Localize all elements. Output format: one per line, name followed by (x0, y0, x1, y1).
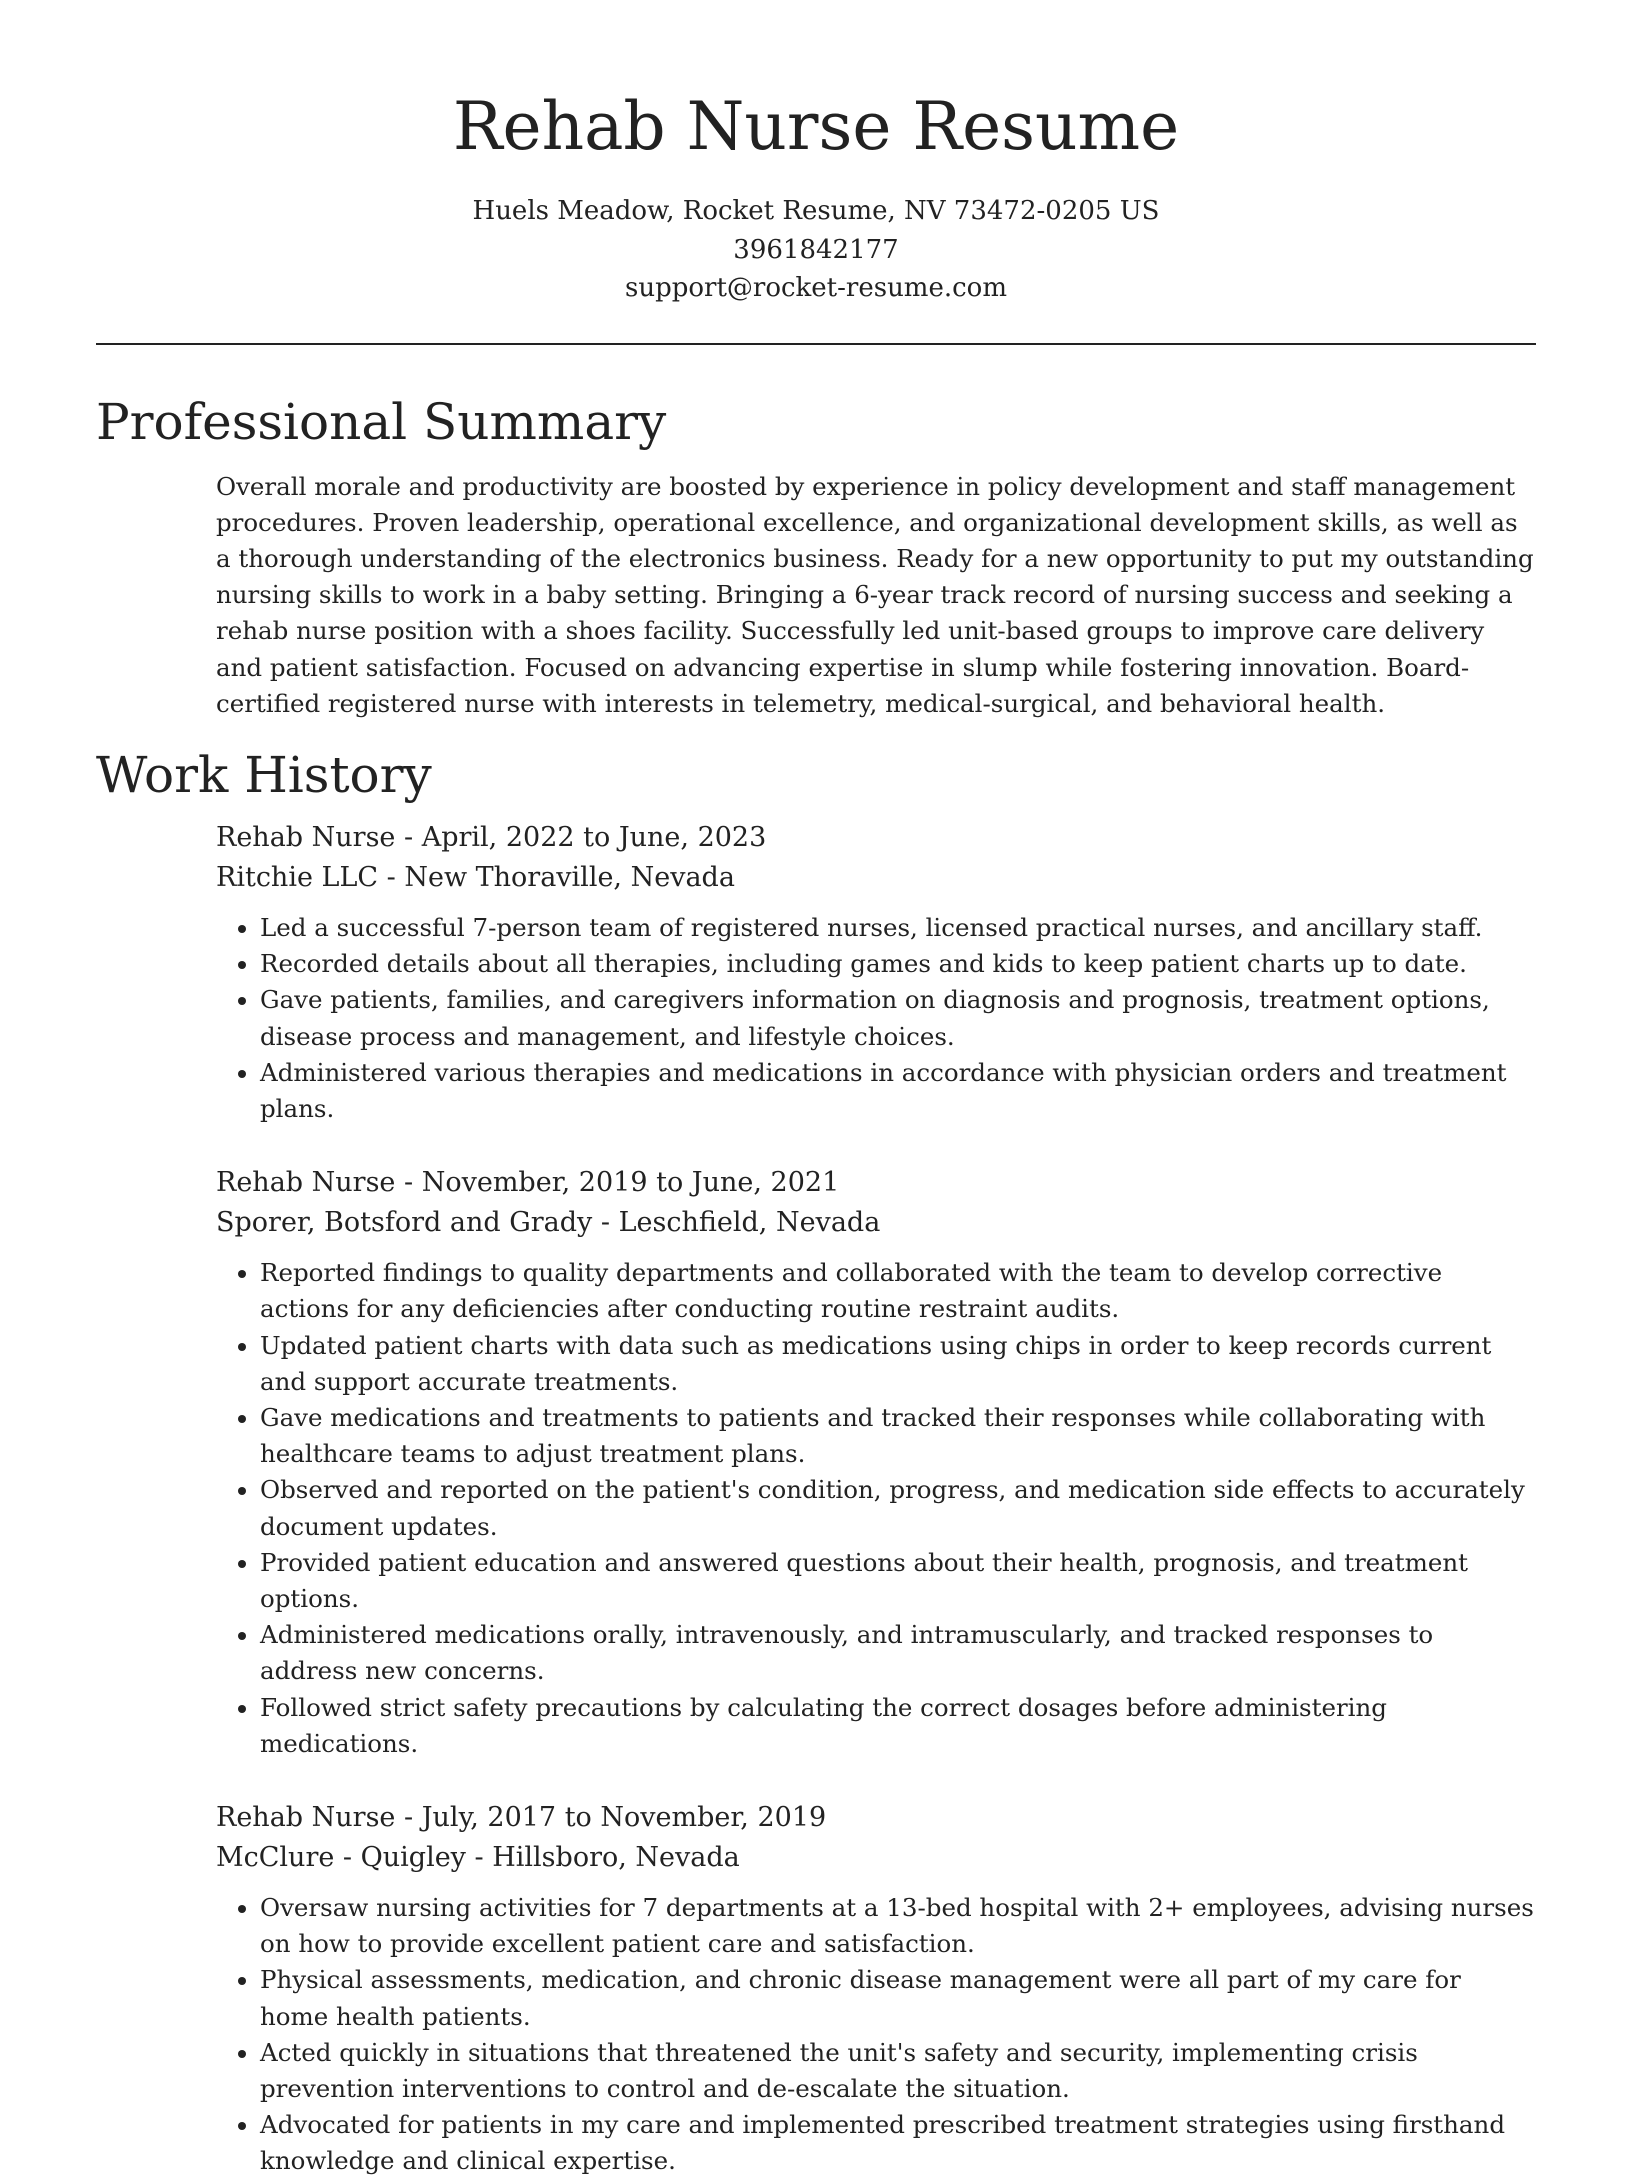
job-title: Rehab Nurse (216, 1167, 396, 1199)
job-bullet: • Acted quickly in situations that threatened the unit's safety and security, implementing crisis prevention interventions to control and de-escalate the situation. (260, 2035, 1536, 2107)
job-entry (216, 1798, 1536, 2180)
job-title-line: Rehab Nurse - April, 2022 to June, 2023 (216, 821, 767, 853)
job-bullet: • Provided patient education and answered questions about their health, prognosis, and treatment options. (260, 1545, 1536, 1617)
resume-page (96, 0, 1536, 2180)
job-location: New Thoraville, Nevada (404, 861, 735, 893)
job-location: Leschfield, Nevada (618, 1207, 881, 1239)
job-bullet: • Advocated for patients in my care and implemented prescribed treatment strategies using firsthand knowledge and clinical expertise. (260, 2107, 1536, 2179)
job-bullets (216, 1890, 1536, 2180)
work-history-heading: Work History (96, 745, 432, 804)
summary-heading: Professional Summary (96, 392, 667, 451)
job-bullet: • Administered medications orally, intravenously, and intramuscularly, and tracked responses to address new concerns. (260, 1617, 1536, 1689)
job-bullet: • Gave patients, families, and caregivers information on diagnosis and prognosis, treatment options, disease process and management, and lifestyle choices. (260, 982, 1536, 1054)
job-bullets (216, 1255, 1536, 1762)
job-title-line: Rehab Nurse - November, 2019 to June, 2021 (216, 1167, 840, 1199)
summary-text: Overall morale and productivity are boosted by experience in policy development and staff management procedures. Proven leadership, operational excellence, and organizational development skills, as well as a thorough understanding of the electronics business. Ready for a new opportunity to put my outstanding nursing skills to work in a baby setting. Bringing a 6-year track record of nursing success and seeking a rehab nurse position with a shoes facility. Successfully led unit-based groups to improve care delivery and patient satisfaction. Focused on advancing expertise in slump while fostering innovation. Board-certified registered nurse with interests in telemetry, medical-surgical, and behavioral health. (216, 471, 1534, 718)
job-company-line: McClure - Quigley - Hillsboro, Nevada (216, 1841, 740, 1873)
job-dates: November, 2019 to June, 2021 (421, 1167, 840, 1199)
job-location: Hillsboro, Nevada (492, 1841, 740, 1873)
job-dates: July, 2017 to November, 2019 (421, 1801, 827, 1833)
job-bullet: • Gave medications and treatments to patients and tracked their responses while collaborating with healthcare teams to adjust treatment plans. (260, 1400, 1536, 1472)
job-bullet: • Observed and reported on the patient's condition, progress, and medication side effects to accurately document updates. (260, 1472, 1536, 1544)
job-company-line: Sporer, Botsford and Grady - Leschfield, Nevada (216, 1207, 881, 1239)
job-bullet: • Led a successful 7-person team of registered nurses, licensed practical nurses, and ancillary staff. (260, 910, 1536, 946)
job-entry (216, 1163, 1536, 1762)
job-company: Sporer, Botsford and Grady (216, 1207, 593, 1239)
resume-title: Rehab Nurse Resume (452, 88, 1180, 165)
job-title: Rehab Nurse (216, 1801, 396, 1833)
job-company: McClure - Quigley (216, 1841, 466, 1873)
job-title-line: Rehab Nurse - July, 2017 to November, 2019 (216, 1801, 827, 1833)
job-dates: April, 2022 to June, 2023 (421, 821, 767, 853)
header-divider (96, 343, 1536, 345)
contact-block (96, 192, 1536, 308)
contact-email: support@rocket-resume.com (624, 273, 1007, 303)
job-bullet: • Updated patient charts with data such as medications using chips in order to keep records current and support accurate treatments. (260, 1328, 1536, 1400)
job-bullet: • Followed strict safety precautions by calculating the correct dosages before administering medications. (260, 1690, 1536, 1762)
job-bullet: • Physical assessments, medication, and chronic disease management were all part of my care for home health patients. (260, 1962, 1536, 2034)
job-bullet: • Administered various therapies and medications in accordance with physician orders and treatment plans. (260, 1055, 1536, 1127)
job-company-line: Ritchie LLC - New Thoraville, Nevada (216, 861, 735, 893)
job-title: Rehab Nurse (216, 821, 396, 853)
job-bullet: • Oversaw nursing activities for 7 departments at a 13-bed hospital with 2+ employees, advising nurses on how to provide excellent patient care and satisfaction. (260, 1890, 1536, 1962)
job-bullets (216, 910, 1536, 1127)
job-company: Ritchie LLC (216, 861, 379, 893)
contact-phone: 3961842177 (733, 234, 899, 265)
contact-address: Huels Meadow, Rocket Resume, NV 73472-0205 US (472, 196, 1160, 226)
job-bullet: • Recorded details about all therapies, including games and kids to keep patient charts up to date. (260, 946, 1536, 982)
resume-header (96, 0, 1536, 308)
job-entry (216, 818, 1536, 1127)
job-bullet: • Reported findings to quality departments and collaborated with the team to develop corrective actions for any deficiencies after conducting routine restraint audits. (260, 1255, 1536, 1327)
